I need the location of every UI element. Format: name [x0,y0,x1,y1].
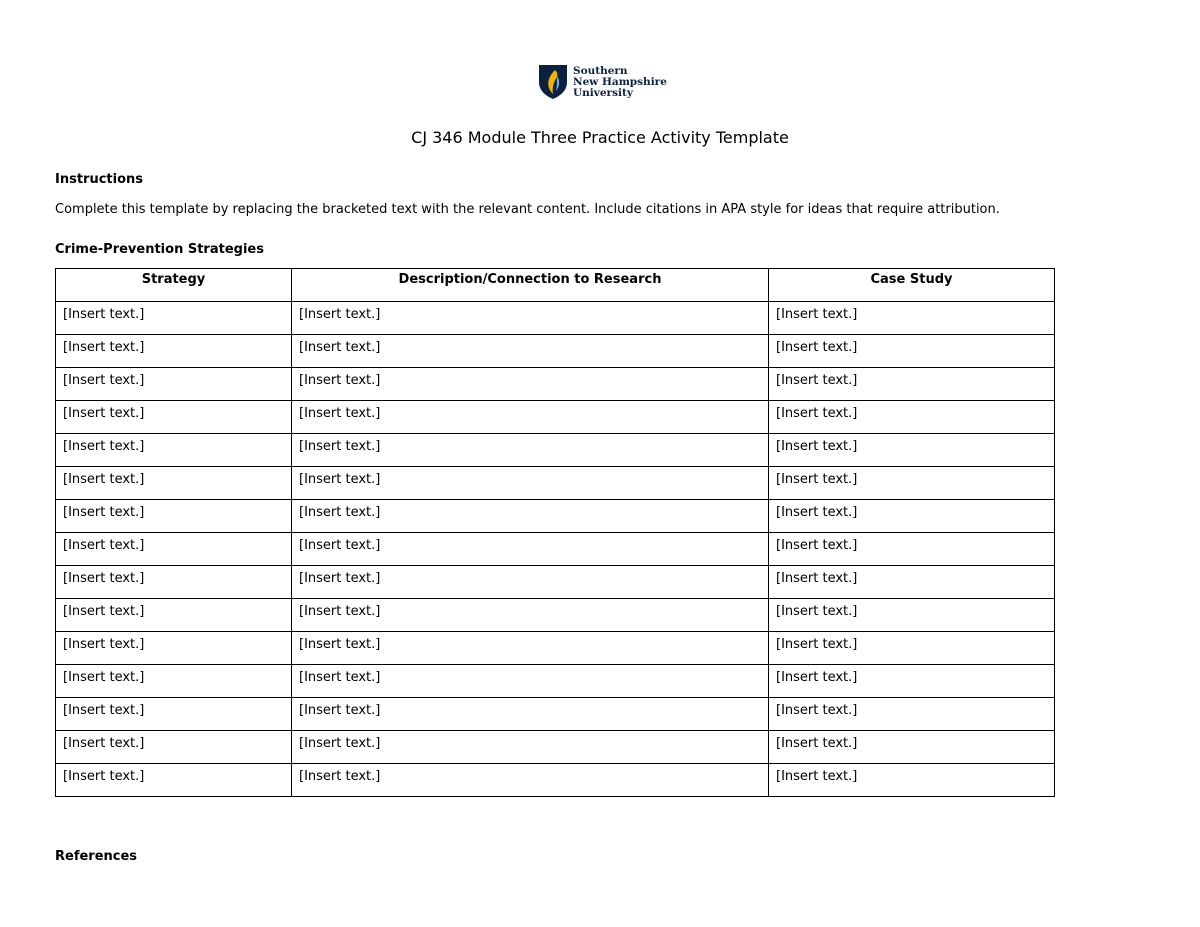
strategy-cell[interactable]: [Insert text.] [56,599,292,632]
table-row [56,302,1055,335]
description-cell[interactable]: [Insert text.] [292,533,769,566]
column-header-description: Description/Connection to Research [292,269,769,302]
description-cell[interactable]: [Insert text.] [292,599,769,632]
case-study-cell[interactable]: [Insert text.] [769,566,1055,599]
table-header-row [56,269,1055,302]
table-row [56,764,1055,797]
table-row [56,401,1055,434]
table-row [56,698,1055,731]
case-study-cell[interactable]: [Insert text.] [769,500,1055,533]
table-row [56,632,1055,665]
case-study-cell[interactable]: [Insert text.] [769,401,1055,434]
strategy-cell[interactable]: [Insert text.] [56,368,292,401]
case-study-cell[interactable]: [Insert text.] [769,302,1055,335]
table-row [56,467,1055,500]
university-logo [538,64,667,100]
column-header-strategy: Strategy [56,269,292,302]
instructions-body: Complete this template by replacing the bracketed text with the relevant content. Include citations in APA style for ideas that require attribution. [55,202,1000,217]
table-row [56,731,1055,764]
case-study-cell[interactable]: [Insert text.] [769,632,1055,665]
strategy-cell[interactable]: [Insert text.] [56,401,292,434]
table-row [56,599,1055,632]
strategy-cell[interactable]: [Insert text.] [56,500,292,533]
table-row [56,566,1055,599]
case-study-cell[interactable]: [Insert text.] [769,467,1055,500]
table-row [56,368,1055,401]
case-study-cell[interactable]: [Insert text.] [769,599,1055,632]
description-cell[interactable]: [Insert text.] [292,665,769,698]
table-row [56,533,1055,566]
case-study-cell[interactable]: [Insert text.] [769,665,1055,698]
strategy-cell[interactable]: [Insert text.] [56,632,292,665]
case-study-cell[interactable]: [Insert text.] [769,335,1055,368]
strategies-table [55,268,1055,797]
description-cell[interactable]: [Insert text.] [292,500,769,533]
references-heading: References [55,849,138,864]
description-cell[interactable]: [Insert text.] [292,566,769,599]
strategy-cell[interactable]: [Insert text.] [56,698,292,731]
case-study-cell[interactable]: [Insert text.] [769,533,1055,566]
strategy-cell[interactable]: [Insert text.] [56,731,292,764]
table-row [56,335,1055,368]
column-header-case-study: Case Study [769,269,1055,302]
logo-line-2: New Hampshire [573,75,667,88]
case-study-cell[interactable]: [Insert text.] [769,368,1055,401]
case-study-cell[interactable]: [Insert text.] [769,698,1055,731]
description-cell[interactable]: [Insert text.] [292,632,769,665]
strategy-cell[interactable]: [Insert text.] [56,302,292,335]
strategy-cell[interactable]: [Insert text.] [56,764,292,797]
case-study-cell[interactable]: [Insert text.] [769,731,1055,764]
logo-line-1: Southern [573,64,628,77]
shield-icon [538,64,568,100]
logo-line-3: University [573,86,633,99]
description-cell[interactable]: [Insert text.] [292,368,769,401]
strategies-heading: Crime-Prevention Strategies [55,242,264,257]
description-cell[interactable]: [Insert text.] [292,434,769,467]
strategy-cell[interactable]: [Insert text.] [56,533,292,566]
case-study-cell[interactable]: [Insert text.] [769,434,1055,467]
description-cell[interactable]: [Insert text.] [292,302,769,335]
description-cell[interactable]: [Insert text.] [292,467,769,500]
table-row [56,434,1055,467]
logo-wordmark [573,66,667,99]
description-cell[interactable]: [Insert text.] [292,401,769,434]
table-row [56,665,1055,698]
strategy-cell[interactable]: [Insert text.] [56,566,292,599]
description-cell[interactable]: [Insert text.] [292,698,769,731]
document-title: CJ 346 Module Three Practice Activity Template [411,128,789,147]
strategy-cell[interactable]: [Insert text.] [56,335,292,368]
strategy-cell[interactable]: [Insert text.] [56,665,292,698]
description-cell[interactable]: [Insert text.] [292,335,769,368]
description-cell[interactable]: [Insert text.] [292,731,769,764]
case-study-cell[interactable]: [Insert text.] [769,764,1055,797]
strategy-cell[interactable]: [Insert text.] [56,467,292,500]
strategy-cell[interactable]: [Insert text.] [56,434,292,467]
table-row [56,500,1055,533]
description-cell[interactable]: [Insert text.] [292,764,769,797]
instructions-heading: Instructions [55,172,144,187]
